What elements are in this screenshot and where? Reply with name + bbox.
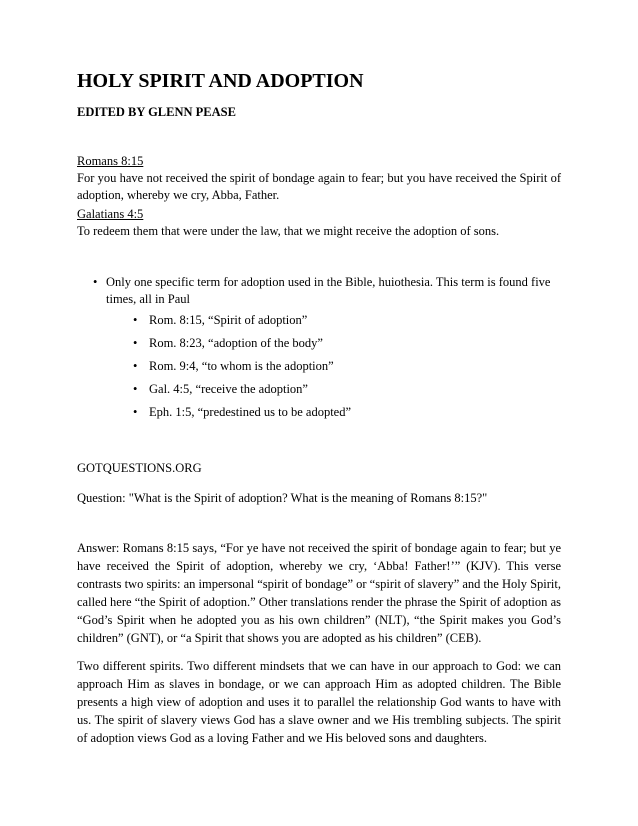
bullet-icon: • <box>133 382 138 396</box>
bullet-icon: • <box>133 405 138 419</box>
source-label: GOTQUESTIONS.ORG <box>77 461 202 475</box>
sub-bullet-list <box>106 312 561 421</box>
main-bullet-list <box>77 274 561 421</box>
document-page <box>77 70 561 747</box>
answer-paragraph: Answer: Romans 8:15 says, “For ye have not received the spirit of bondage again to fear; but ye have received the Spirit of adoption, whereby we cry, ‘Abba! Father!’” (KJV). This verse contrasts two spirits: an impersonal “spirit of bondage” or “spirit of slavery” and the Holy Spirit, called here “the Spirit of adoption.” Other translations render the phrase the Spirit of adoption as “God’s Spirit when he adopted you as his own children” (NLT), “the Spirit makes you God’s children” (GNT), or “a Spirit that shows you are adopted as his children” (CEB). <box>77 541 561 645</box>
sub-bullet-item: • Gal. 4:5, “receive the adoption” <box>133 382 308 396</box>
main-bullet-item <box>77 274 561 421</box>
bullet-icon: • <box>133 336 138 350</box>
main-bullet-text: Only one specific term for adoption used in the Bible, huiothesia. This term is found five times, all in Paul <box>106 275 551 306</box>
sub-bullet-item: • Rom. 8:23, “adoption of the body” <box>133 336 323 350</box>
bullet-icon: • <box>133 313 138 327</box>
verse-reference-galatians: Galatians 4:5 <box>77 207 144 221</box>
bullet-icon: • <box>133 359 138 373</box>
document-subtitle: EDITED BY GLENN PEASE <box>77 105 236 119</box>
question-text: Question: "What is the Spirit of adoption? What is the meaning of Romans 8:15?" <box>77 491 488 505</box>
sub-bullet-item: • Eph. 1:5, “predestined us to be adopted” <box>133 405 352 419</box>
sub-bullet-item: • Rom. 9:4, “to whom is the adoption” <box>133 359 334 373</box>
sub-bullet-item: • Rom. 8:15, “Spirit of adoption” <box>133 313 308 327</box>
body-paragraph: Two different spirits. Two different mindsets that we can have in our approach to God: we can approach Him as slaves in bondage, or we can approach Him as adopted children. The Bible presents a high view of adoption and uses it to parallel the relationship God wants to have with us. The spirit of slavery views God has a slave owner and we His trembling subjects. The spirit of adoption views God as a loving Father and we His beloved sons and daughters. <box>77 659 561 745</box>
verse-text-romans: For you have not received the spirit of bondage again to fear; but you have received the Spirit of adoption, whereby we cry, Abba, Father. <box>77 171 561 202</box>
document-title: HOLY SPIRIT AND ADOPTION <box>77 70 364 92</box>
verse-text-galatians: To redeem them that were under the law, that we might receive the adoption of sons. <box>77 224 500 238</box>
bullet-icon: • <box>93 275 98 289</box>
verse-reference-romans: Romans 8:15 <box>77 154 144 168</box>
